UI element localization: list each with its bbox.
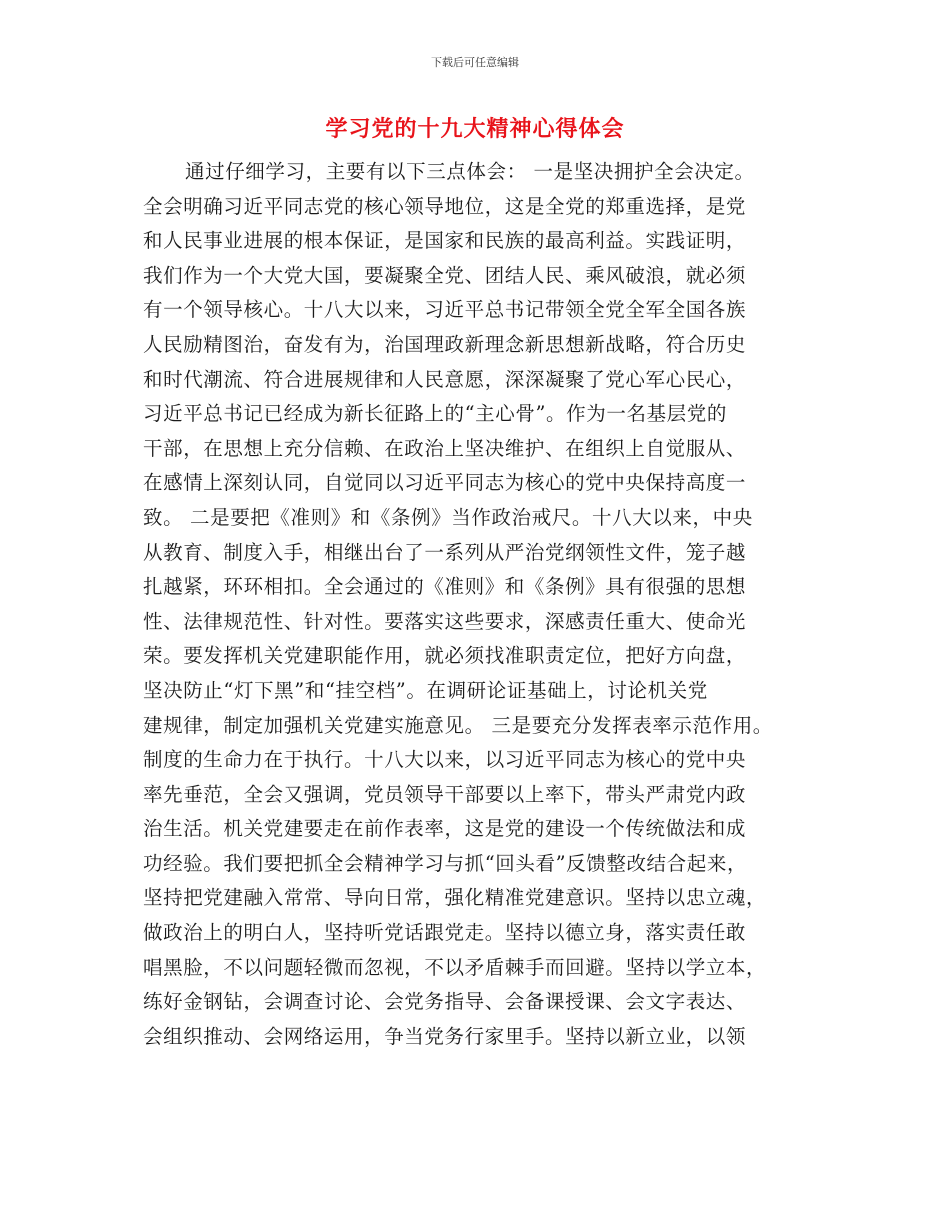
body-line: 荣。要发挥机关党建职能作用，就必须找准职责定位，把好方向盘，: [143, 644, 747, 668]
body-line: 坚决防止“灯下黑”和“挂空档”。在调研论证基础上，讨论机关党: [143, 678, 708, 702]
body-line: 在感情上深刻认同，自觉同以习近平同志为核心的党中央保持高度一: [143, 471, 747, 495]
body-line: 做政治上的明白人，坚持听党话跟党走。坚持以德立身，落实责任敢: [143, 921, 747, 945]
body-line: 有一个领导核心。十八大以来，习近平总书记带领全党全军全国各族: [143, 298, 747, 322]
body-line: 我们作为一个大党大国，要凝聚全党、团结人民、乘风破浪，就必须: [143, 263, 747, 287]
body-line: 坚持把党建融入常常、导向日常，强化精准党建意识。坚持以忠立魂，: [143, 886, 767, 910]
body-line: 率先垂范，全会又强调，党员领导干部要以上率下，带头严肃党内政: [143, 782, 747, 806]
body-line: 治生活。机关党建要走在前作表率，这是党的建设一个传统做法和成: [143, 817, 747, 841]
body-line: 会组织推动、会网络运用，争当党务行家里手。坚持以新立业，以领: [143, 1024, 747, 1048]
body-line: 和时代潮流、符合进展规律和人民意愿，深深凝聚了党心军心民心，: [143, 367, 747, 391]
body-line: 人民励精图治，奋发有为，治国理政新理念新思想新战略，符合历史: [143, 332, 747, 356]
body-line: 通过仔细学习，主要有以下三点体会： 一是坚决拥护全会决定。: [185, 160, 755, 183]
body-line: 唱黑脸，不以问题轻微而忽视，不以矛盾棘手而回避。坚持以学立本，: [143, 955, 767, 979]
document-body: [143, 155, 833, 1054]
page-header-note: 下载后可任意编辑: [431, 56, 519, 69]
body-line: 从教育、制度入手，相继出台了一系列从严治党纲领性文件，笼子越: [143, 540, 747, 564]
body-line: 功经验。我们要把抓全会精神学习与抓“回头看”反馈整改结合起来，: [143, 851, 748, 875]
document-title: 学习党的十九大精神心得体会: [325, 117, 625, 142]
body-line: 性、法律规范性、针对性。要落实这些要求，深感责任重大、使命光: [143, 609, 747, 633]
body-line: 建规律，制定加强机关党建实施意见。 三是要充分发挥表率示范作用。: [143, 713, 773, 737]
body-line: 习近平总书记已经成为新长征路上的“主心骨”。作为一名基层党的: [143, 402, 727, 426]
body-line: 练好金钢钻，会调查讨论、会党务指导、会备课授课、会文字表达、: [143, 990, 747, 1014]
body-line: 和人民事业进展的根本保证，是国家和民族的最高利益。实践证明，: [143, 229, 747, 253]
body-line: 扎越紧，环环相扣。全会通过的《准则》和《条例》具有很强的思想: [143, 575, 747, 599]
body-line: 致。 二是要把《准则》和《条例》当作政治戒尺。十八大以来，中央: [143, 505, 753, 529]
body-line: 制度的生命力在于执行。十八大以来，以习近平同志为核心的党中央: [143, 748, 747, 772]
body-line: 全会明确习近平同志党的核心领导地位，这是全党的郑重选择，是党: [143, 194, 747, 218]
body-line: 干部，在思想上充分信赖、在政治上坚决维护、在组织上自觉服从、: [143, 436, 747, 460]
